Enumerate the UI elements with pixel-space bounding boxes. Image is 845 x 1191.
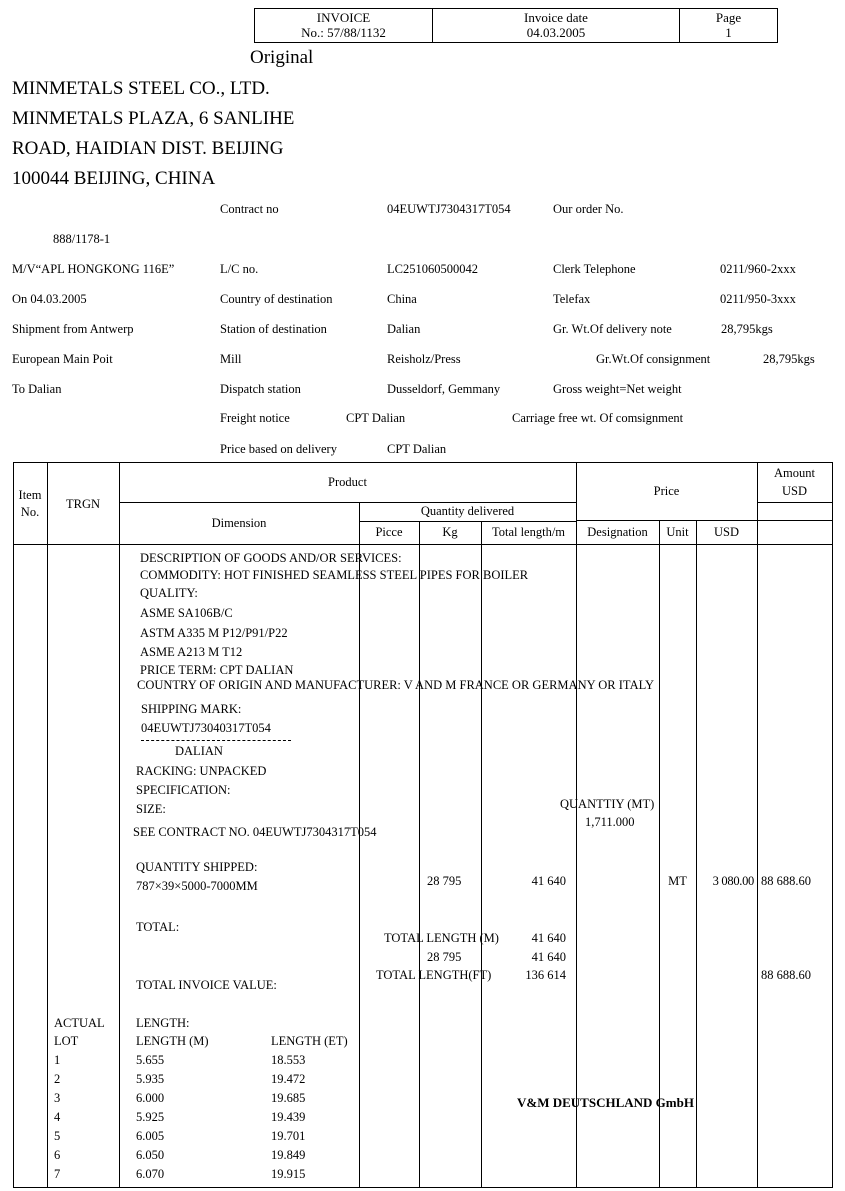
delivery-weight-value: 28,795kgs: [721, 322, 773, 336]
total-length-ft-value: 136 614: [525, 968, 566, 982]
description-line: COMMODITY: HOT FINISHED SEAMLESS STEEL PIPES FOR BOILER: [140, 568, 529, 582]
description-line: RACKING: UNPACKED: [136, 764, 267, 778]
lot-length-ft: 19.701: [271, 1129, 306, 1143]
lot-length-m: 5.935: [136, 1072, 165, 1086]
amount-divider: [757, 502, 833, 503]
item-no-header-line1: Item: [18, 488, 42, 502]
page-label: Page: [715, 10, 742, 25]
table-right-border: [832, 462, 833, 1188]
clerk-telephone-value: 0211/960-2xxx: [720, 262, 796, 276]
main-port: European Main Poit: [12, 352, 113, 366]
item-no-header-line2: No.: [20, 505, 40, 519]
total-length-m-label: TOTAL LENGTH (M): [384, 931, 499, 945]
amount-header-line1: Amount: [774, 466, 815, 480]
page-value: 1: [725, 25, 732, 40]
lot-length-ft: 19.915: [271, 1167, 306, 1181]
clerk-telephone-label: Clerk Telephone: [553, 262, 636, 276]
lot-length-m: 6.000: [136, 1091, 165, 1105]
consignment-weight-value: 28,795kgs: [763, 352, 815, 366]
quantity-mt-label: QUANTTIY (MT): [560, 797, 655, 811]
lot-number: 5: [54, 1129, 61, 1143]
table-left-border: [13, 462, 14, 1188]
shipment-to: To Dalian: [12, 382, 62, 396]
length-m-label: LENGTH (M): [136, 1034, 209, 1048]
invoice-number-cell: [255, 9, 433, 42]
telefax-label: Telefax: [553, 292, 591, 306]
original-label: Original: [250, 47, 314, 68]
piece-header: Picce: [375, 525, 403, 539]
lot-length-ft: 18.553: [271, 1053, 306, 1067]
description-line: DESCRIPTION OF GOODS AND/OR SERVICES:: [140, 551, 402, 565]
country-value: China: [387, 292, 417, 306]
length-ft-label: LENGTH (ET): [271, 1034, 348, 1048]
shipped-price: 3 080.00: [712, 874, 754, 888]
mill-label: Mill: [220, 352, 242, 366]
shipping-mark-divider: [141, 740, 291, 741]
description-line: COUNTRY OF ORIGIN AND MANUFACTURER: V AND M FRANCE OR GERMANY OR ITALY: [137, 678, 655, 692]
lot-length-m: 6.070: [136, 1167, 165, 1181]
product-header: Product: [328, 475, 367, 489]
telefax-value: 0211/950-3xxx: [720, 292, 796, 306]
price-divider: [576, 520, 833, 521]
shipment-from: Shipment from Antwerp: [12, 322, 134, 336]
invoice-header-box: [254, 8, 778, 43]
kg-header: Kg: [442, 525, 458, 539]
lot-number: 4: [54, 1110, 61, 1124]
total-label: TOTAL:: [136, 920, 180, 934]
quantity-mt-value: 1,711.000: [585, 815, 635, 829]
quantity-delivered-header: Quantity delivered: [420, 504, 515, 518]
item-no-header: [13, 487, 47, 521]
table-top-border: [13, 462, 833, 463]
description-line: PRICE TERM: CPT DALIAN: [140, 663, 294, 677]
shipped-unit: MT: [668, 874, 687, 888]
shipped-size: 787×39×5000-7000MM: [136, 879, 258, 893]
company-address-2: ROAD, HAIDIAN DIST. BEIJING: [12, 138, 284, 159]
company-name: MINMETALS STEEL CO., LTD.: [12, 78, 270, 99]
lot-length-m: 5.925: [136, 1110, 165, 1124]
signature-company: V&M DEUTSCHLAND GmbH: [517, 1095, 694, 1110]
product-divider: [119, 502, 576, 503]
shipped-amount: 88 688.60: [761, 874, 811, 888]
lot-length-ft: 19.439: [271, 1110, 306, 1124]
lot-number: 7: [54, 1167, 61, 1181]
shipped-length: 41 640: [531, 874, 566, 888]
lot-number: 6: [54, 1148, 61, 1162]
description-line: SIZE:: [136, 802, 166, 816]
lot-number: 3: [54, 1091, 61, 1105]
total-length: 41 640: [531, 950, 566, 964]
description-line: ASTM A335 M P12/P91/P22: [140, 626, 288, 640]
shipping-mark-destination: DALIAN: [175, 744, 223, 758]
amount-header: [757, 464, 832, 500]
total-invoice-amount: 88 688.60: [761, 968, 811, 982]
invoice-date-value: 04.03.2005: [526, 25, 586, 40]
vessel-name: M/V“APL HONGKONG 116E”: [12, 262, 175, 276]
lot-length-m: 6.005: [136, 1129, 165, 1143]
lot-length-m: 6.050: [136, 1148, 165, 1162]
description-line: SEE CONTRACT NO. 04EUWTJ7304317T054: [133, 825, 377, 839]
lc-label: L/C no.: [220, 262, 259, 276]
total-kg: 28 795: [427, 950, 462, 964]
lot-number: 1: [54, 1053, 61, 1067]
total-length-m-value: 41 640: [531, 931, 566, 945]
unit-header: Unit: [666, 525, 689, 539]
invoice-date-cell: [433, 9, 680, 42]
trgn-product-divider: [119, 462, 120, 1188]
company-address-3: 100044 BEIJING, CHINA: [12, 168, 216, 189]
lc-value: LC251060500042: [387, 262, 478, 276]
carriage-note: Carriage free wt. Of comsignment: [512, 411, 684, 425]
contract-label: Contract no: [220, 202, 279, 216]
station-label: Station of destination: [220, 322, 327, 336]
company-address-1: MINMETALS PLAZA, 6 SANLIHE: [12, 108, 295, 129]
price-header: Price: [653, 484, 680, 498]
station-value: Dalian: [387, 322, 421, 336]
lot-number: 2: [54, 1072, 61, 1086]
country-label: Country of destination: [220, 292, 333, 306]
table-bottom-border: [13, 1187, 833, 1188]
description-line: SPECIFICATION:: [136, 783, 231, 797]
usd-amount-divider: [757, 462, 758, 1188]
freight-value: CPT Dalian: [346, 411, 406, 425]
lot-label: LOT: [54, 1034, 79, 1048]
dimension-piece-divider: [359, 502, 360, 1188]
delivery-weight-label: Gr. Wt.Of delivery note: [553, 322, 672, 336]
gross-net-note: Gross weight=Net weight: [553, 382, 682, 396]
lot-length-m: 5.655: [136, 1053, 165, 1067]
description-line: ASME A213 M T12: [140, 645, 243, 659]
freight-label: Freight notice: [220, 411, 290, 425]
description-line: QUALITY:: [140, 586, 198, 600]
length-label: LENGTH:: [136, 1016, 190, 1030]
usd-header: USD: [713, 525, 739, 539]
price-basis-value: CPT Dalian: [387, 442, 447, 456]
item-trgn-divider: [47, 462, 48, 1188]
header-bottom-border: [13, 544, 833, 545]
unit-usd-divider: [696, 520, 697, 1188]
piece-kg-divider: [419, 521, 420, 1188]
designation-unit-divider: [659, 520, 660, 1188]
dispatch-label: Dispatch station: [220, 382, 301, 396]
lot-length-ft: 19.685: [271, 1091, 306, 1105]
consignment-weight-label: Gr.Wt.Of consignment: [596, 352, 711, 366]
length-designation-divider: [576, 462, 577, 1188]
trgn-header: TRGN: [65, 497, 101, 511]
description-line: ASME SA106B/C: [140, 606, 233, 620]
total-length-header: Total length/m: [491, 525, 566, 539]
shipment-date: On 04.03.2005: [12, 292, 87, 306]
shipping-mark-code: 04EUWTJ73040317T054: [141, 721, 271, 735]
designation-header: Designation: [587, 525, 648, 539]
reference-number: 888/1178-1: [53, 232, 111, 246]
kg-length-divider: [481, 521, 482, 1188]
quantity-shipped-label: QUANTITY SHIPPED:: [136, 860, 258, 874]
page-cell: [680, 9, 777, 42]
description-line: SHIPPING MARK:: [141, 702, 242, 716]
lot-length-ft: 19.849: [271, 1148, 306, 1162]
amount-header-line2: USD: [781, 484, 807, 498]
actual-label: ACTUAL: [54, 1016, 105, 1030]
price-basis-label: Price based on delivery: [220, 442, 337, 456]
mill-value: Reisholz/Press: [387, 352, 461, 366]
shipped-kg: 28 795: [427, 874, 462, 888]
dispatch-value: Dusseldorf, Gemmany: [387, 382, 501, 396]
order-label: Our order No.: [553, 202, 624, 216]
contract-value: 04EUWTJ7304317T054: [387, 202, 511, 216]
total-length-ft-label: TOTAL LENGTH(FT): [376, 968, 492, 982]
invoice-number: No.: 57/88/1132: [301, 25, 386, 40]
invoice-label: INVOICE: [316, 10, 371, 25]
invoice-date-label: Invoice date: [524, 10, 588, 25]
quantity-divider: [359, 521, 576, 522]
total-invoice-value-label: TOTAL INVOICE VALUE:: [136, 978, 277, 992]
lot-length-ft: 19.472: [271, 1072, 306, 1086]
dimension-header: Dimension: [211, 516, 267, 530]
